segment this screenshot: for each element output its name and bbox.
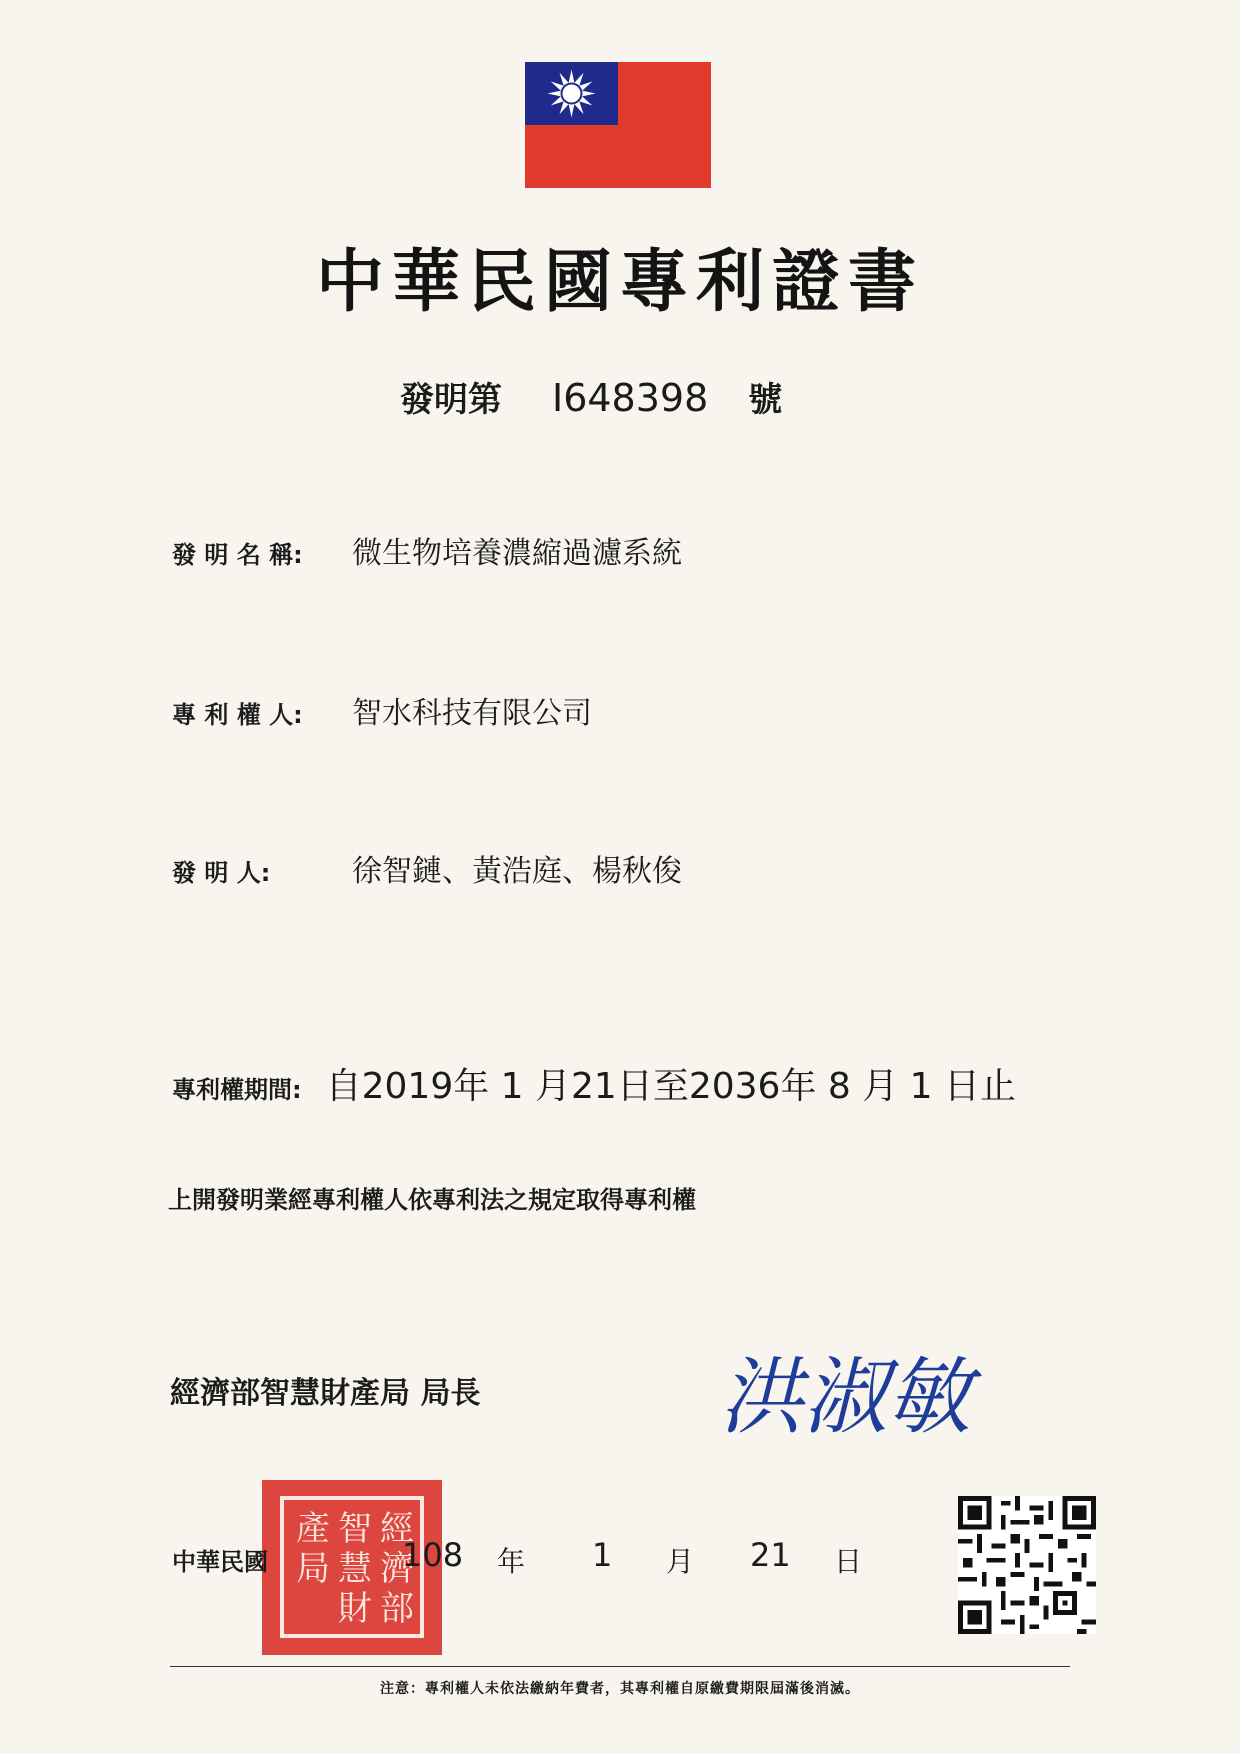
seal-char-2: 濟 — [380, 1549, 414, 1589]
patent-term-row — [172, 1058, 1016, 1109]
declaration-text: 上開發明業經專利權人依專利法之規定取得專利權 — [168, 1186, 696, 1214]
patentee-row — [172, 688, 592, 732]
issue-date-month-unit: 月 — [666, 1545, 695, 1578]
invention-name-label: 發 明 名 稱: — [172, 541, 303, 569]
patent-term-label: 專利權期間: — [172, 1076, 302, 1104]
qr-code-icon — [958, 1496, 1096, 1634]
issue-date-day-unit: 日 — [834, 1545, 863, 1578]
issue-date-row — [172, 1536, 892, 1586]
inventor-row — [172, 846, 682, 890]
issue-date-year: 108 — [402, 1536, 464, 1574]
seal-char-4: 智 — [338, 1509, 372, 1549]
issue-date-year-unit: 年 — [497, 1545, 526, 1578]
patentee-label: 專 利 權 人: — [172, 701, 303, 729]
invention-name-row — [172, 528, 682, 572]
patent-number-suffix: 號 — [748, 380, 783, 420]
director-signature — [690, 1338, 1000, 1448]
invention-name: 微生物培養濃縮過濾系統 — [352, 536, 682, 571]
patent-number-prefix: 發明第 — [400, 380, 502, 420]
certificate-title: 中華民國專利證書 — [315, 242, 924, 322]
patent-term: 自2019年 1 月21日至2036年 8 月 1 日止 — [325, 1066, 1017, 1107]
footer-note: 注意：專利權人未依法繳納年費者，其專利權自原繳費期限屆滿後消滅。 — [380, 1681, 860, 1697]
inventor-label: 發 明 人: — [172, 859, 271, 887]
seal-char-5: 慧 — [338, 1549, 372, 1589]
seal-char-3: 部 — [380, 1589, 414, 1629]
seal-char-1: 經 — [380, 1509, 414, 1549]
issuing-office: 經濟部智慧財產局 局長 — [170, 1376, 481, 1411]
patent-number: I648398 — [552, 376, 709, 420]
inventors: 徐智鏈、黃浩庭、楊秋俊 — [352, 854, 682, 889]
issue-date-day: 21 — [750, 1536, 791, 1574]
patent-number-line — [400, 372, 782, 421]
national-flag-icon — [525, 62, 711, 188]
patentee: 智水科技有限公司 — [352, 696, 592, 731]
seal-char-8: 局 — [296, 1549, 330, 1589]
seal-char-6: 財 — [338, 1589, 372, 1629]
issue-date-month: 1 — [592, 1536, 613, 1574]
seal-char-7: 產 — [296, 1509, 330, 1549]
footer-divider — [170, 1666, 1070, 1667]
issue-date-era: 中華民國 — [172, 1548, 268, 1576]
signature-text: 洪淑敏 — [718, 1348, 972, 1446]
